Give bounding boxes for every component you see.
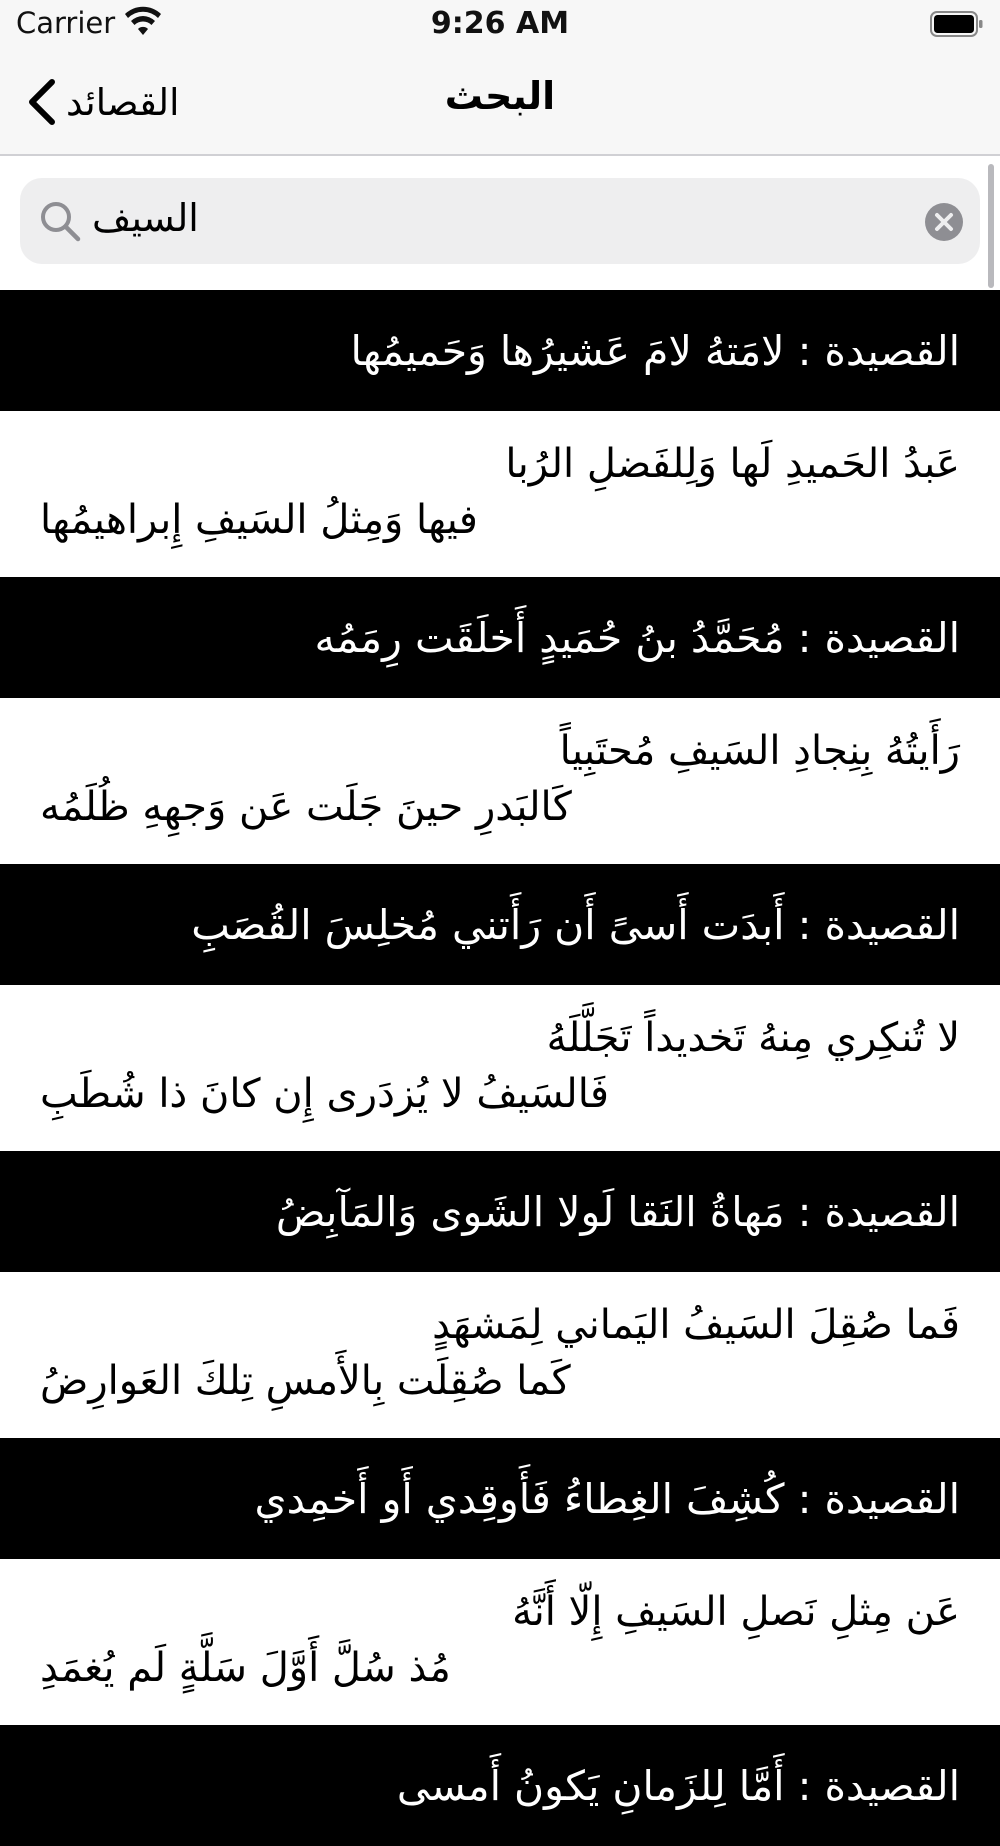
battery-icon — [930, 10, 984, 38]
search-input-value: السيف — [92, 196, 199, 240]
verse-second-hemistich: فَالسَيفُ لا يُزدَرى إِن كانَ ذا شُطَبِ — [40, 1071, 610, 1117]
verse-row[interactable] — [0, 698, 1000, 864]
poem-section-header: القصيدة : لامَتهُ لامَ عَشيرُها وَحَميمُها — [0, 290, 1000, 411]
scroll-indicator[interactable] — [988, 164, 994, 288]
page-title: البحث — [444, 74, 556, 118]
verse-first-hemistich: رَأَيتُهُ بِنِجادِ السَيفِ مُحتَبِياً — [559, 728, 960, 774]
carrier-label: Carrier — [16, 6, 116, 40]
results-list — [0, 290, 1000, 1846]
verse-row[interactable] — [0, 1272, 1000, 1438]
search-input[interactable] — [20, 178, 980, 264]
verse-second-hemistich: كَالبَدرِ حينَ جَلَت عَن وَجهِهِ ظُلَمُه — [40, 784, 572, 830]
status-bar — [0, 0, 1000, 50]
poem-section-header: القصيدة : أَمَّا لِلزَمانِ يَكونُ أَمسى — [0, 1725, 1000, 1846]
poem-section-header: القصيدة : كُشِفَ الغِطاءُ فَأَوقِدي أَو أَخمِدي — [0, 1438, 1000, 1559]
poem-section-header: القصيدة : مَهاةُ النَقا لَولا الشَوى وَالمَآبِضُ — [0, 1151, 1000, 1272]
poem-section-header: القصيدة : أَبدَت أَسىً أَن رَأَتني مُخلِسَ القُصَبِ — [0, 864, 1000, 985]
verse-row[interactable] — [0, 411, 1000, 577]
verse-second-hemistich: مُذ سُلَّ أَوَّلَ سَلَّةٍ لَم يُغمَدِ — [40, 1645, 451, 1691]
verse-first-hemistich: عَن مِثلِ نَصلِ السَيفِ إِلّا أَنَّهُ — [512, 1589, 960, 1635]
verse-second-hemistich: فيها وَمِثلُ السَيفِ إِبراهيمُها — [40, 497, 478, 543]
verse-first-hemistich: فَما صُقِلَ السَيفُ اليَماني لِمَشهَدٍ — [432, 1302, 960, 1348]
navigation-bar — [0, 50, 1000, 156]
poem-section-header: القصيدة : مُحَمَّدُ بنُ حُمَيدٍ أَخلَقَت رِمَمُه — [0, 577, 1000, 698]
clock: 9:26 AM — [430, 6, 570, 41]
verse-first-hemistich: لا تُنكِري مِنهُ تَخديداً تَجَلَّلَهُ — [546, 1015, 960, 1061]
verse-first-hemistich: عَبدُ الحَميدِ لَها وَلِلفَضلِ الرُبا — [505, 441, 960, 487]
verse-row[interactable] — [0, 985, 1000, 1151]
verse-second-hemistich: كَما صُقِلَت بِالأَمسِ تِلكَ العَوارِضُ — [40, 1358, 571, 1404]
back-button-label: القصائد — [66, 80, 180, 124]
clear-search-icon[interactable] — [924, 202, 964, 242]
search-icon — [38, 199, 82, 243]
search-area — [0, 156, 1000, 288]
verse-row[interactable] — [0, 1559, 1000, 1725]
